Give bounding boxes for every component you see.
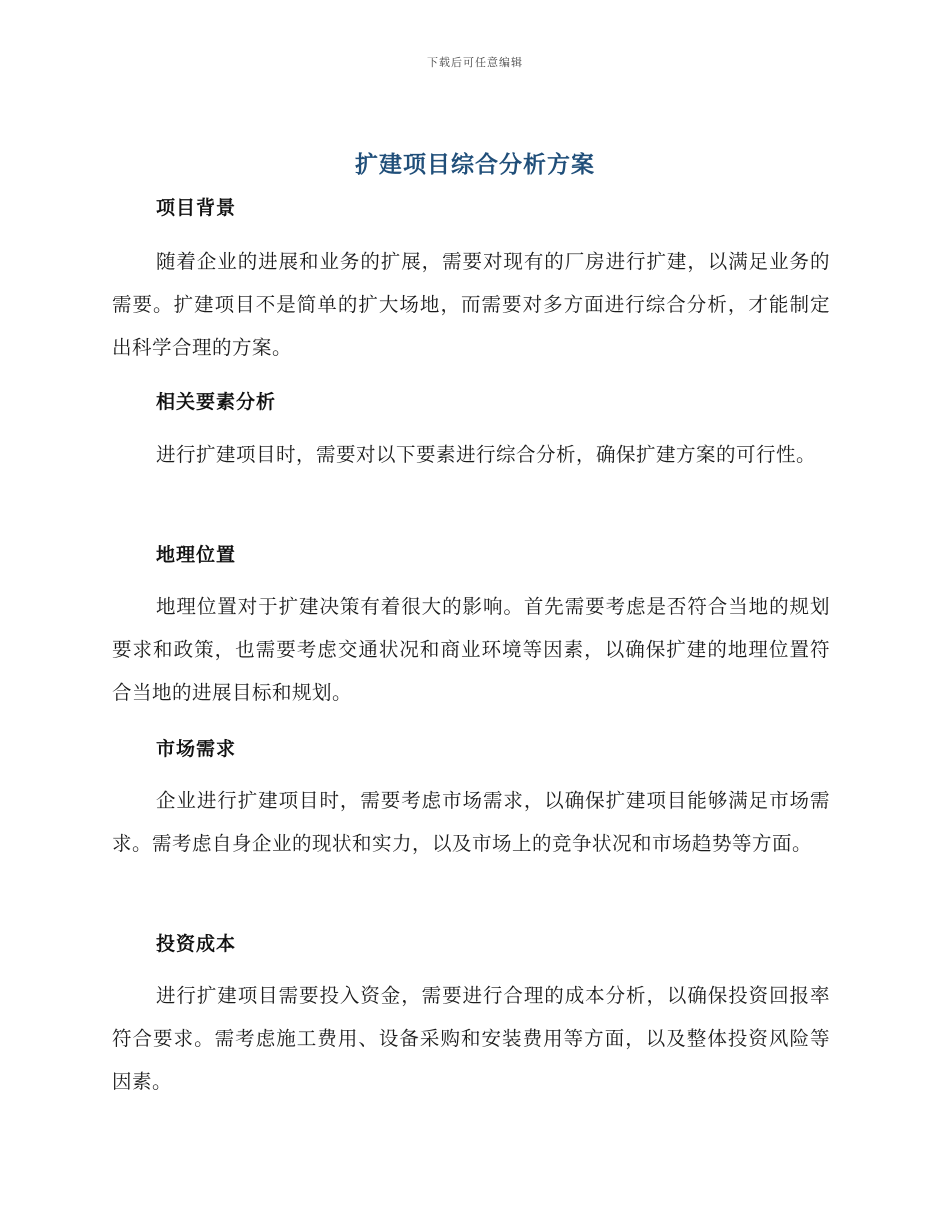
section-paragraph-factors: 进行扩建项目时，需要对以下要素进行综合分析，确保扩建方案的可行性。 [156,443,817,466]
section-heading-location: 地理位置 [156,544,237,566]
section-heading-factors: 相关要素分析 [156,391,277,413]
section-heading-market: 市场需求 [156,738,237,760]
section-paragraph-investment: 进行扩建项目需要投入资金，需要进行合理的成本分析，以确保投资回报率符合要求。需考虑施工费用、设备采购和安装费用等方面，以及整体投资风险等因素。 [112,984,830,1093]
section-heading-background: 项目背景 [156,197,237,219]
section-heading-investment: 投资成本 [156,933,237,955]
header-note: 下载后可任意编辑 [427,56,523,69]
section-paragraph-market: 企业进行扩建项目时，需要考虑市场需求，以确保扩建项目能够满足市场需求。需考虑自身企业的现状和实力，以及市场上的竞争状况和市场趋势等方面。 [112,789,830,855]
section-paragraph-location: 地理位置对于扩建决策有着很大的影响。首先需要考虑是否符合当地的规划要求和政策，也需要考虑交通状况和商业环境等因素，以确保扩建的地理位置符合当地的进展目标和规划。 [112,595,830,704]
section-paragraph-background: 随着企业的进展和业务的扩展，需要对现有的厂房进行扩建，以满足业务的需要。扩建项目不是简单的扩大场地，而需要对多方面进行综合分析，才能制定出科学合理的方案。 [112,250,830,359]
document-title: 扩建项目综合分析方案 [355,152,595,178]
